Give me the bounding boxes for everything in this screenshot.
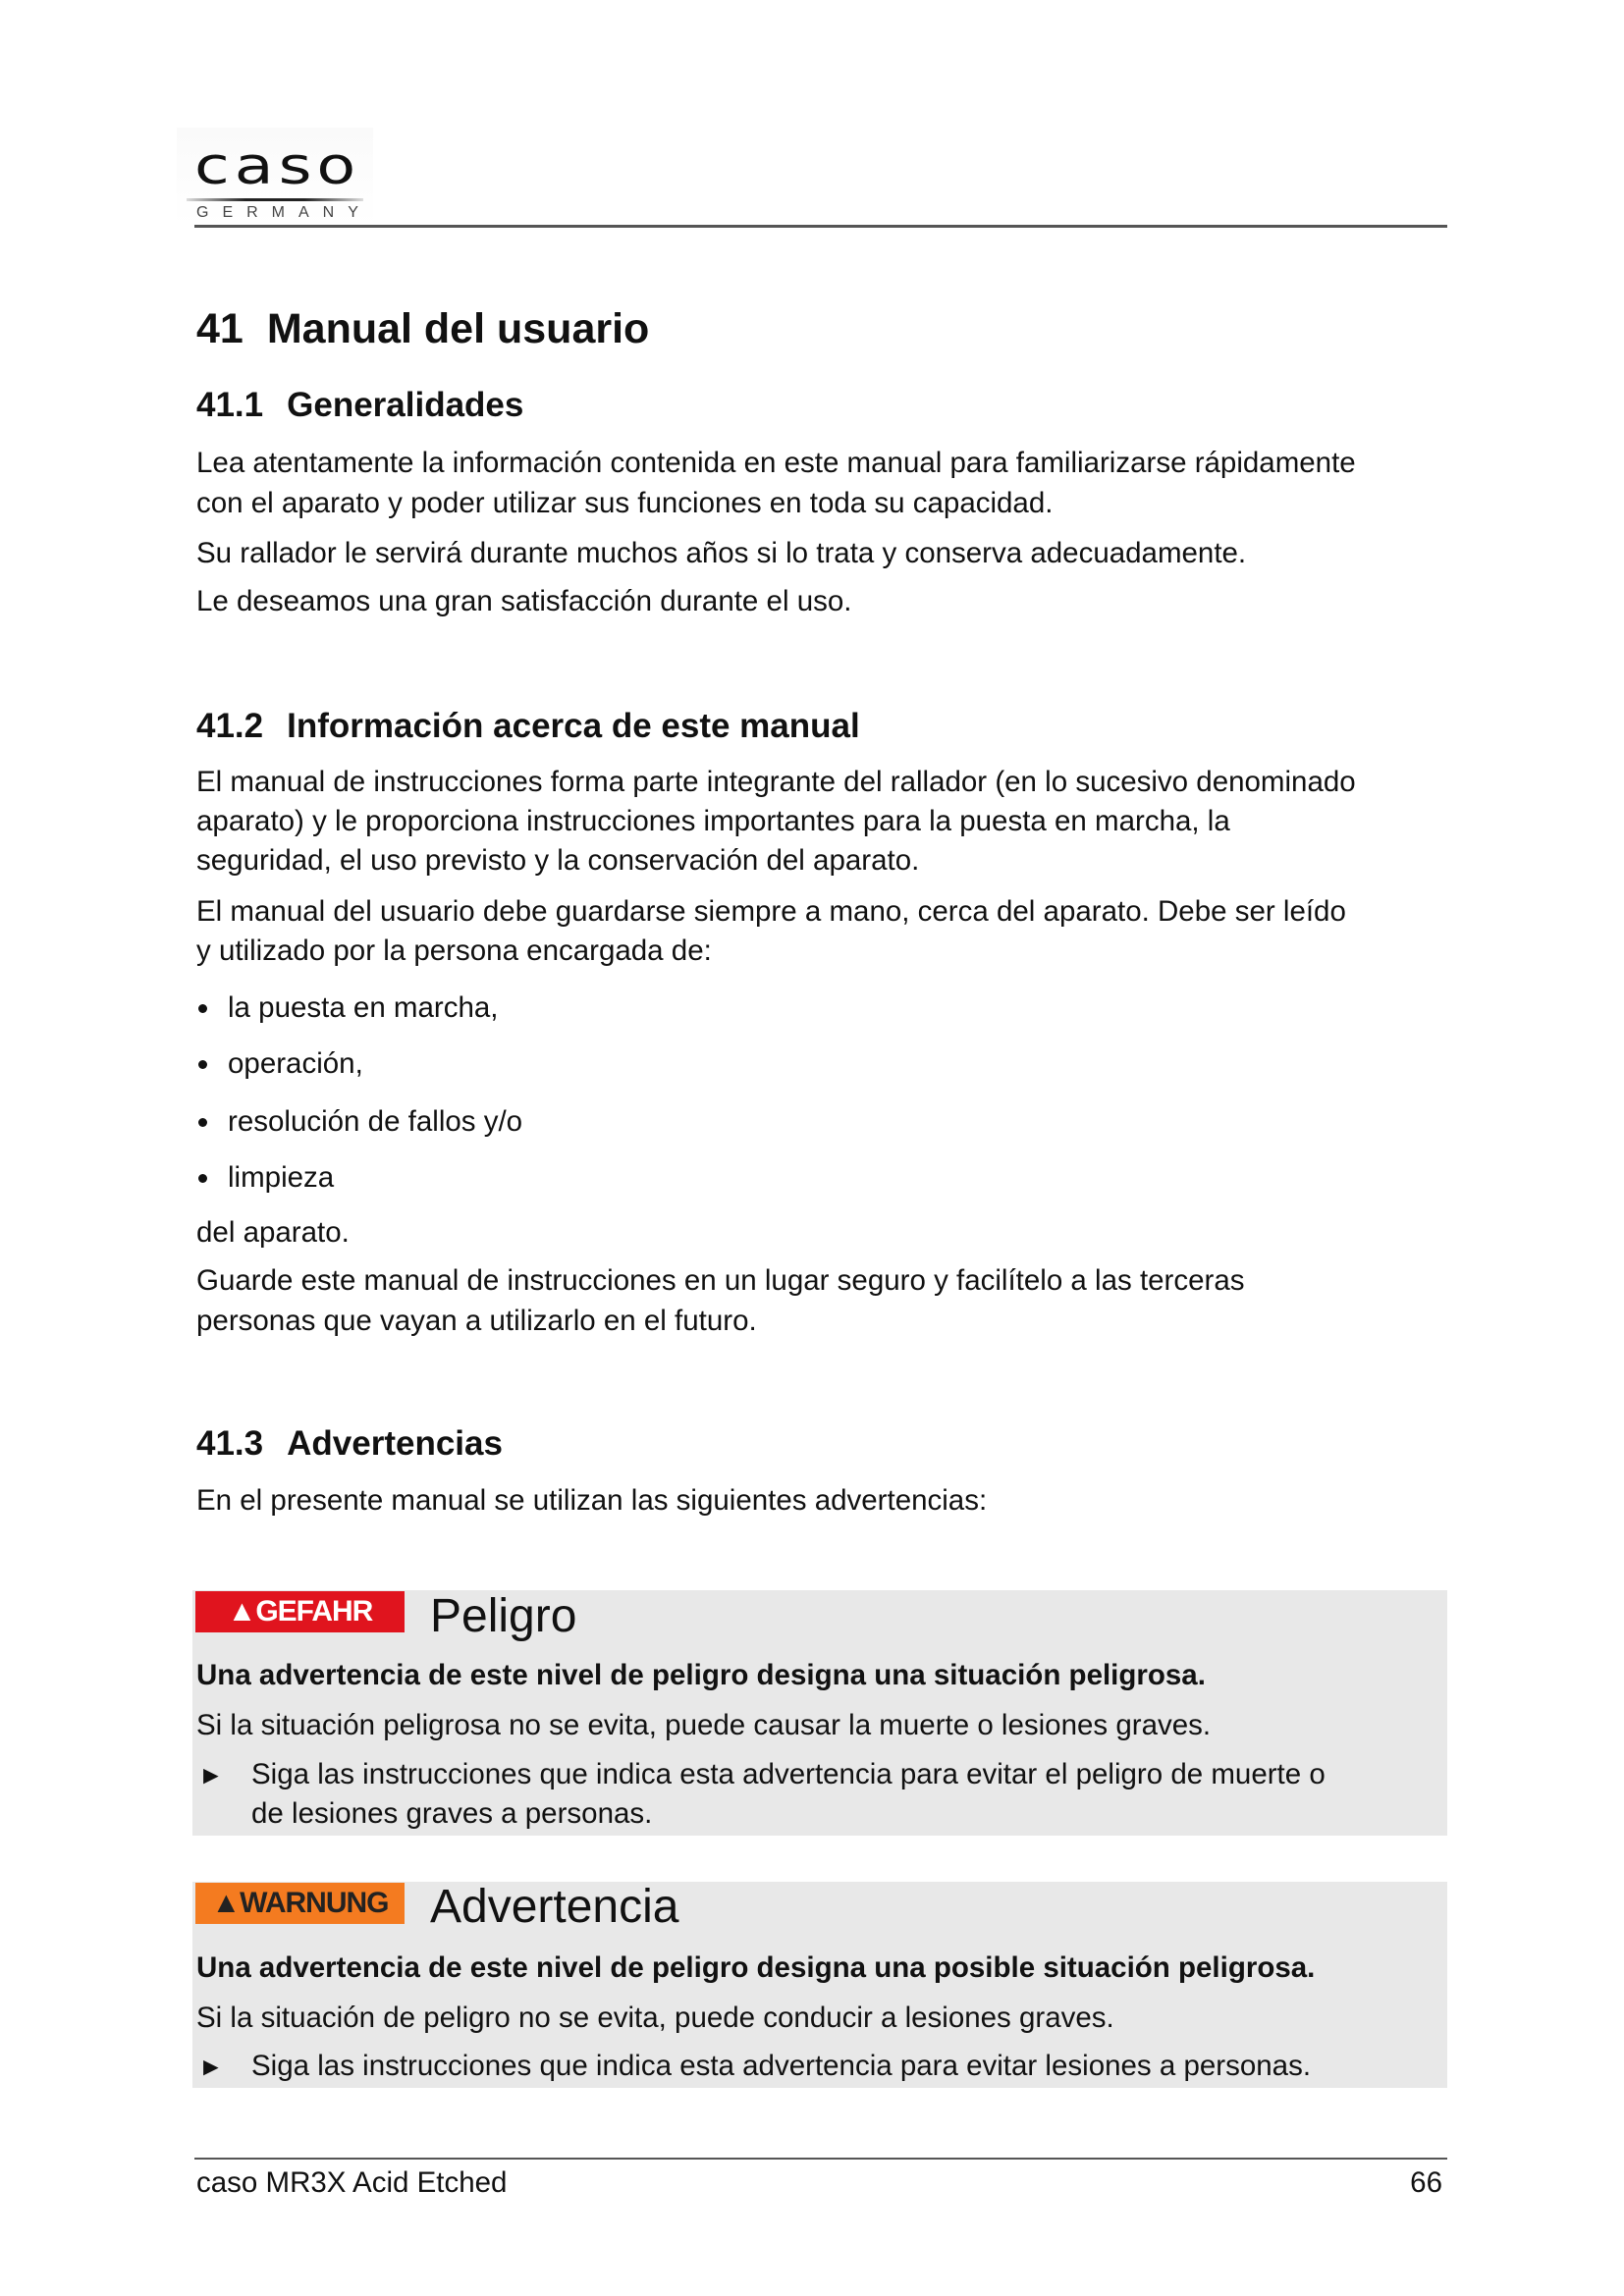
- paragraph-line: Lea atentamente la información contenida en este manual para familiarizarse rápidamente: [196, 447, 1356, 479]
- paragraph-line: personas que vayan a utilizarlo en el futuro.: [196, 1305, 757, 1337]
- list-item: operación,: [228, 1047, 363, 1080]
- paragraph-line: En el presente manual se utilizan las siguientes advertencias:: [196, 1484, 988, 1517]
- bullet-icon: [198, 1060, 207, 1069]
- footer-rule: [194, 2158, 1447, 2160]
- section-title: Advertencias: [287, 1424, 503, 1463]
- section-title: Información acerca de este manual: [287, 707, 860, 745]
- notice-definition: Una advertencia de este nivel de peligro designa una posible situación peligrosa.: [196, 1951, 1316, 1984]
- paragraph-line: Le deseamos una gran satisfacción durante el uso.: [196, 585, 852, 617]
- section-41-2-heading: [196, 705, 860, 748]
- paragraph-line: seguridad, el uso previsto y la conservación del aparato.: [196, 844, 920, 877]
- section-number: 41.3: [196, 1424, 264, 1463]
- page-number: 66: [1410, 2166, 1442, 2199]
- notice-title: Advertencia: [430, 1881, 679, 1933]
- section-41-heading: [196, 304, 649, 353]
- notice-title: Peligro: [430, 1590, 577, 1642]
- caso-logo: [177, 128, 373, 226]
- bullet-icon: [198, 1174, 207, 1183]
- danger-notice: [192, 1590, 1447, 1836]
- arrow-right-icon: ►: [198, 2052, 224, 2081]
- notice-definition: Una advertencia de este nivel de peligro designa una situación peligrosa.: [196, 1659, 1206, 1691]
- section-number: 41.2: [196, 707, 264, 745]
- paragraph-line: y utilizado por la persona encargada de:: [196, 934, 712, 967]
- paragraph-line: El manual del usuario debe guardarse siempre a mano, cerca del aparato. Debe ser leído: [196, 895, 1346, 928]
- header-rule: [194, 225, 1447, 228]
- bullet-icon: [198, 1118, 207, 1127]
- section-title: Generalidades: [287, 386, 524, 424]
- logo-wordmark: caso: [194, 137, 361, 196]
- logo-divider: [187, 198, 363, 201]
- warnung-badge: ▲WARNUNG: [195, 1883, 405, 1924]
- paragraph-line: Su rallador le servirá durante muchos años si lo trata y conserva adecuadamente.: [196, 537, 1247, 569]
- bullet-icon: [198, 1004, 207, 1013]
- notice-action: de lesiones graves a personas.: [251, 1797, 653, 1830]
- notice-action: Siga las instrucciones que indica esta advertencia para evitar el peligro de muerte o: [251, 1758, 1326, 1790]
- section-41-3-heading: [196, 1422, 503, 1466]
- section-number: 41: [196, 305, 244, 352]
- paragraph-line: del aparato.: [196, 1216, 350, 1249]
- notice-consequence: Si la situación de peligro no se evita, puede conducir a lesiones graves.: [196, 2002, 1114, 2034]
- section-number: 41.1: [196, 386, 264, 424]
- warning-notice: [192, 1882, 1447, 2088]
- paragraph-line: Guarde este manual de instrucciones en un lugar seguro y facilítelo a las terceras: [196, 1264, 1245, 1297]
- notice-consequence: Si la situación peligrosa no se evita, puede causar la muerte o lesiones graves.: [196, 1709, 1212, 1741]
- arrow-right-icon: ►: [198, 1760, 224, 1789]
- section-41-1-heading: [196, 384, 523, 427]
- paragraph-line: El manual de instrucciones forma parte integrante del rallador (en lo sucesivo denominado: [196, 766, 1356, 798]
- section-title: Manual del usuario: [266, 305, 650, 352]
- gefahr-badge: ▲GEFAHR: [195, 1591, 405, 1632]
- paragraph-line: aparato) y le proporciona instrucciones importantes para la puesta en marcha, la: [196, 805, 1230, 837]
- list-item: la puesta en marcha,: [228, 991, 499, 1024]
- paragraph-line: con el aparato y poder utilizar sus funciones en toda su capacidad.: [196, 487, 1054, 519]
- notice-action: Siga las instrucciones que indica esta advertencia para evitar lesiones a personas.: [251, 2050, 1312, 2082]
- list-item: limpieza: [228, 1161, 335, 1194]
- list-item: resolución de fallos y/o: [228, 1105, 523, 1138]
- footer-product: caso MR3X Acid Etched: [196, 2166, 508, 2199]
- logo-subtitle: GERMANY: [196, 204, 372, 221]
